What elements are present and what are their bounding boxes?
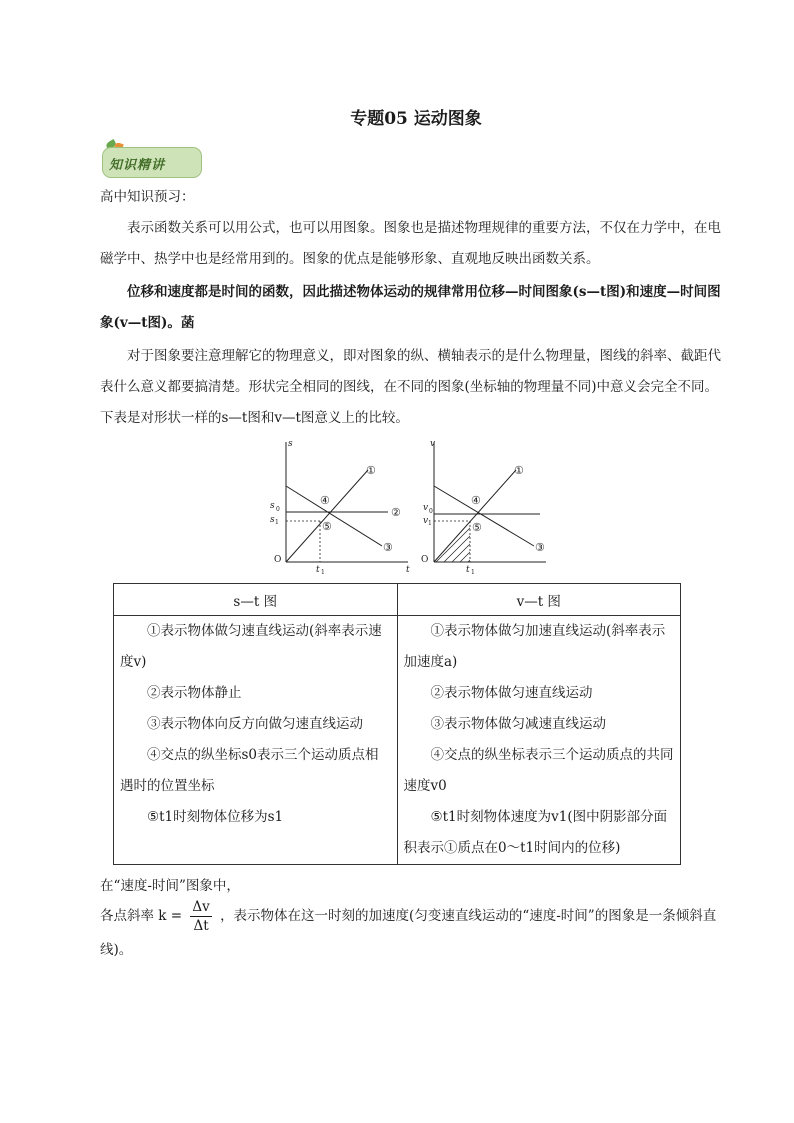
v0-label: v [423, 503, 429, 513]
label-1: ① [366, 464, 376, 477]
knowledge-badge [98, 141, 202, 177]
s1-label: s [270, 515, 275, 525]
label-4: ④ [471, 494, 481, 507]
t1-label: t [316, 565, 320, 575]
st-item-4: ④交点的纵坐标s0表示三个运动质点相遇时的位置坐标 [120, 747, 379, 794]
slope-formula [100, 898, 724, 966]
t1-sub: 1 [321, 569, 325, 576]
vt-cell [397, 616, 681, 865]
vt-item-5: ⑤t1时刻物体速度为v1(图中阴影部分面积表示①质点在0～t1时间内的位移) [403, 809, 668, 856]
t1-sub: 1 [471, 569, 475, 576]
st-item-3: ③表示物体向反方向做匀速直线运动 [147, 716, 363, 732]
label-5: ⑤ [472, 521, 482, 534]
formula-suffix: ，表示物体在这一时刻的加速度(匀变速直线运动的“速度-时间”的图象是一条倾斜直线)。 [100, 908, 717, 958]
fraction [190, 898, 211, 935]
table-header-row [114, 584, 681, 616]
label-3: ③ [535, 541, 545, 554]
label-5: ⑤ [322, 520, 332, 533]
header-st: s—t 图 [114, 584, 398, 616]
s1-sub: 1 [275, 519, 279, 526]
paragraph-2: 位移和速度都是时间的函数，因此描述物体运动的规律常用位移—时间图象(s—t图)和速度—时间图象(v—t图)。菡 [100, 284, 721, 331]
origin-label: O [421, 555, 429, 565]
header-vt: v—t 图 [397, 584, 681, 616]
vt-item-2: ②表示物体做匀速直线运动 [430, 685, 593, 701]
badge-label: 知识精讲 [109, 158, 166, 173]
page-title: 专题05 运动图象 [350, 109, 482, 129]
s-axis-label: s [288, 439, 293, 449]
table-row [114, 616, 681, 865]
st-item-2: ②表示物体静止 [147, 685, 242, 701]
st-item-1: ①表示物体做匀速直线运动(斜率表示速度v) [120, 623, 382, 670]
vt-intro: 在“速度-时间”图象中， [100, 878, 240, 894]
label-4: ④ [320, 494, 330, 507]
label-1: ① [514, 464, 524, 477]
s0-sub: 0 [276, 506, 280, 513]
paragraph-3: 对于图象要注意理解它的物理意义，即对图象的纵、横轴表示的是什么物理量，图线的斜率、截距代表什么意义都要搞清楚。形状完全相同的图线，在不同的图象(坐标轴的物理量不同)中意义会完全不同。下表是对形状一样的s—t图和v—t图意义上的比较。 [100, 348, 721, 426]
v1-sub: 1 [428, 520, 432, 527]
intro-label: 高中知识预习： [100, 189, 195, 205]
label-3: ③ [383, 541, 393, 554]
fraction-numerator: Δv [192, 899, 210, 915]
vt-diagram [421, 439, 546, 576]
badge-plate [102, 147, 202, 178]
line-1 [286, 470, 368, 562]
v0-sub: 0 [429, 508, 433, 515]
formula-prefix: 各点斜率 k = [100, 908, 183, 924]
t-axis-label: t [406, 565, 410, 575]
comparison-table-wrap [113, 583, 681, 865]
v1-label: v [423, 516, 429, 526]
line-1 [434, 470, 516, 562]
label-2: ② [391, 506, 401, 519]
paragraph-1: 表示函数关系可以用公式，也可以用图象。图象也是描述物理规律的重要方法，不仅在力学中，在电磁学中、热学中也是经常用到的。图象的优点是能够形象、直观地反映出函数关系。 [100, 220, 721, 267]
vt-item-4: ④交点的纵坐标表示三个运动质点的共同速度v0 [403, 747, 674, 794]
vt-item-1: ①表示物体做匀加速直线运动(斜率表示加速度a) [403, 623, 666, 670]
line-3 [434, 486, 534, 546]
st-item-5: ⑤t1时刻物体位移为s1 [147, 809, 284, 825]
motion-diagrams [258, 434, 558, 579]
origin-label: O [274, 555, 282, 565]
line-3 [286, 486, 382, 546]
s0-label: s [270, 501, 275, 511]
t1-label: t [466, 565, 470, 575]
comparison-table [113, 583, 681, 865]
fraction-denominator: Δt [193, 918, 209, 934]
st-cell [114, 616, 398, 865]
st-diagram [270, 439, 410, 576]
vt-item-3: ③表示物体做匀减速直线运动 [430, 716, 606, 732]
v-axis-label: v [430, 439, 436, 449]
